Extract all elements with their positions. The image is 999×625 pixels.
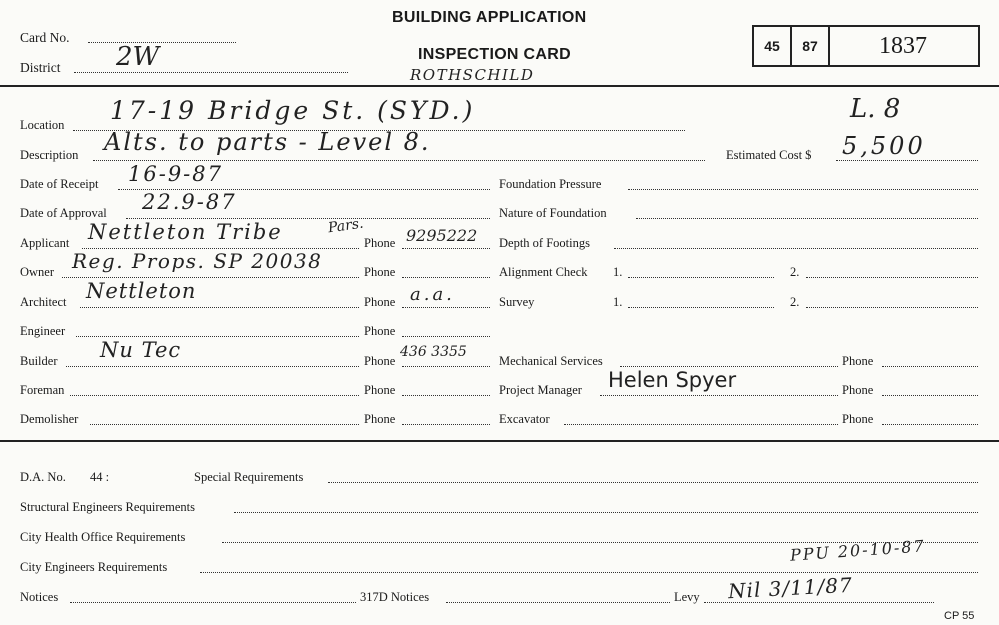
- foreman-field[interactable]: [70, 395, 359, 396]
- mechanical-phone-field[interactable]: [882, 366, 978, 367]
- foundation-pressure-label: Foundation Pressure: [499, 177, 602, 191]
- engineers-requirements-label: City Engineers Requirements: [20, 560, 168, 574]
- applicant-label: Applicant: [20, 236, 70, 250]
- card-number: 1837: [879, 32, 927, 59]
- survey-num-2: 2.: [790, 295, 800, 309]
- architect-label: Architect: [20, 295, 67, 309]
- description-value: Alts. to parts - Level 8.: [104, 128, 431, 156]
- date-approval-value: 22.9-87: [142, 190, 237, 214]
- depth-footings-label: Depth of Footings: [499, 236, 590, 250]
- da-label: D.A. No.: [20, 470, 66, 484]
- notices-field[interactable]: [70, 602, 356, 603]
- date-receipt-value: 16-9-87: [128, 162, 223, 186]
- owner-phone-label: Phone: [364, 265, 396, 279]
- structural-requirements-label: Structural Engineers Requirements: [20, 500, 195, 514]
- card-code-b: 87: [802, 38, 818, 54]
- alignment-num-1: 1.: [613, 265, 623, 279]
- foreman-label: Foreman: [20, 383, 65, 397]
- survey-field-2[interactable]: [806, 307, 978, 308]
- title-building-application: BUILDING APPLICATION: [392, 9, 587, 26]
- excavator-phone-label: Phone: [842, 412, 874, 426]
- owner-value: Reg. Props. SP 20038: [72, 249, 323, 273]
- levy-label: Levy: [674, 590, 700, 604]
- form-code: CP 55: [944, 610, 975, 622]
- description-field[interactable]: [93, 160, 705, 161]
- location-level: L. 8: [850, 94, 901, 124]
- engineer-label: Engineer: [20, 324, 66, 338]
- location-value: 17-19 Bridge St. (SYD.): [110, 96, 476, 125]
- owner-annotation: ROTHSCHILD: [410, 66, 535, 84]
- demolisher-field[interactable]: [90, 424, 359, 425]
- health-requirements-label: City Health Office Requirements: [20, 530, 186, 544]
- applicant-value: Nettleton Tribe: [88, 220, 283, 244]
- notices-317d-label: 317D Notices: [360, 590, 430, 604]
- pm-phone-label: Phone: [842, 383, 874, 397]
- builder-field[interactable]: [66, 366, 359, 367]
- district-label: District: [20, 60, 61, 75]
- architect-value: Nettleton: [86, 279, 197, 303]
- engineers-requirements-field[interactable]: [200, 572, 978, 573]
- engineer-phone-field[interactable]: [402, 336, 490, 337]
- engineer-phone-label: Phone: [364, 324, 396, 338]
- engineer-field[interactable]: [76, 336, 359, 337]
- district-field[interactable]: [74, 72, 348, 73]
- owner-field[interactable]: [62, 277, 359, 278]
- builder-label: Builder: [20, 354, 58, 368]
- architect-field[interactable]: [80, 307, 359, 308]
- date-approval-field[interactable]: [126, 218, 490, 219]
- notices-label: Notices: [20, 590, 59, 604]
- survey-label: Survey: [499, 295, 535, 309]
- builder-value: Nu Tec: [100, 338, 182, 362]
- builder-phone-field[interactable]: [402, 366, 490, 367]
- applicant-phone-field[interactable]: [402, 248, 490, 249]
- demolisher-label: Demolisher: [20, 412, 79, 426]
- engineers-annotation: PPU 20-10-87: [789, 536, 927, 565]
- estimated-cost-field[interactable]: [836, 160, 978, 161]
- owner-phone-field[interactable]: [402, 277, 490, 278]
- section-divider: [0, 85, 999, 87]
- estimated-cost-value: 5,500: [842, 132, 926, 160]
- mechanical-label: Mechanical Services: [499, 354, 603, 368]
- applicant-note: Pars.: [327, 215, 365, 237]
- project-manager-label: Project Manager: [499, 383, 582, 397]
- structural-requirements-field[interactable]: [234, 512, 978, 513]
- special-requirements-field[interactable]: [328, 482, 978, 483]
- demolisher-phone-label: Phone: [364, 412, 396, 426]
- foreman-phone-field[interactable]: [402, 395, 490, 396]
- date-approval-label: Date of Approval: [20, 206, 107, 220]
- foreman-phone-label: Phone: [364, 383, 396, 397]
- demolisher-phone-field[interactable]: [402, 424, 490, 425]
- foundation-pressure-field[interactable]: [628, 189, 978, 190]
- date-receipt-label: Date of Receipt: [20, 177, 99, 191]
- excavator-field[interactable]: [564, 424, 838, 425]
- special-requirements-label: Special Requirements: [194, 470, 304, 484]
- district-value: 2W: [116, 42, 160, 72]
- card-code-a: 45: [764, 38, 780, 54]
- depth-footings-field[interactable]: [614, 248, 978, 249]
- card-no-field[interactable]: [88, 42, 236, 43]
- mechanical-phone-label: Phone: [842, 354, 874, 368]
- builder-phone-label: Phone: [364, 354, 396, 368]
- card-no-label: Card No.: [20, 30, 70, 45]
- pm-phone-field[interactable]: [882, 395, 978, 396]
- architect-phone-label: Phone: [364, 295, 396, 309]
- alignment-field-1[interactable]: [628, 277, 774, 278]
- survey-field-1[interactable]: [628, 307, 774, 308]
- applicant-phone-label: Phone: [364, 236, 396, 250]
- levy-value: Nil 3/11/87: [727, 572, 854, 604]
- applicant-phone: 9295222: [406, 226, 478, 245]
- card-number-box: [752, 25, 980, 67]
- project-manager-field[interactable]: [600, 395, 838, 396]
- da-value: 44 :: [90, 470, 110, 484]
- section-divider: [0, 440, 999, 442]
- architect-phone-field[interactable]: [402, 307, 490, 308]
- alignment-check-label: Alignment Check: [499, 265, 588, 279]
- description-label: Description: [20, 148, 79, 162]
- architect-phone: a.a.: [410, 284, 455, 305]
- nature-foundation-label: Nature of Foundation: [499, 206, 607, 220]
- project-manager-value: Helen Spyer: [608, 368, 737, 392]
- notices-317d-field[interactable]: [446, 602, 670, 603]
- location-label: Location: [20, 118, 65, 132]
- alignment-field-2[interactable]: [806, 277, 978, 278]
- title-inspection-card: INSPECTION CARD: [418, 46, 571, 63]
- excavator-phone-field[interactable]: [882, 424, 978, 425]
- estimated-cost-label: Estimated Cost $: [726, 148, 812, 162]
- excavator-label: Excavator: [499, 412, 550, 426]
- owner-label: Owner: [20, 265, 55, 279]
- alignment-num-2: 2.: [790, 265, 800, 279]
- builder-phone: 436 3355: [400, 344, 467, 360]
- survey-num-1: 1.: [613, 295, 623, 309]
- nature-foundation-field[interactable]: [636, 218, 978, 219]
- mechanical-field[interactable]: [620, 366, 838, 367]
